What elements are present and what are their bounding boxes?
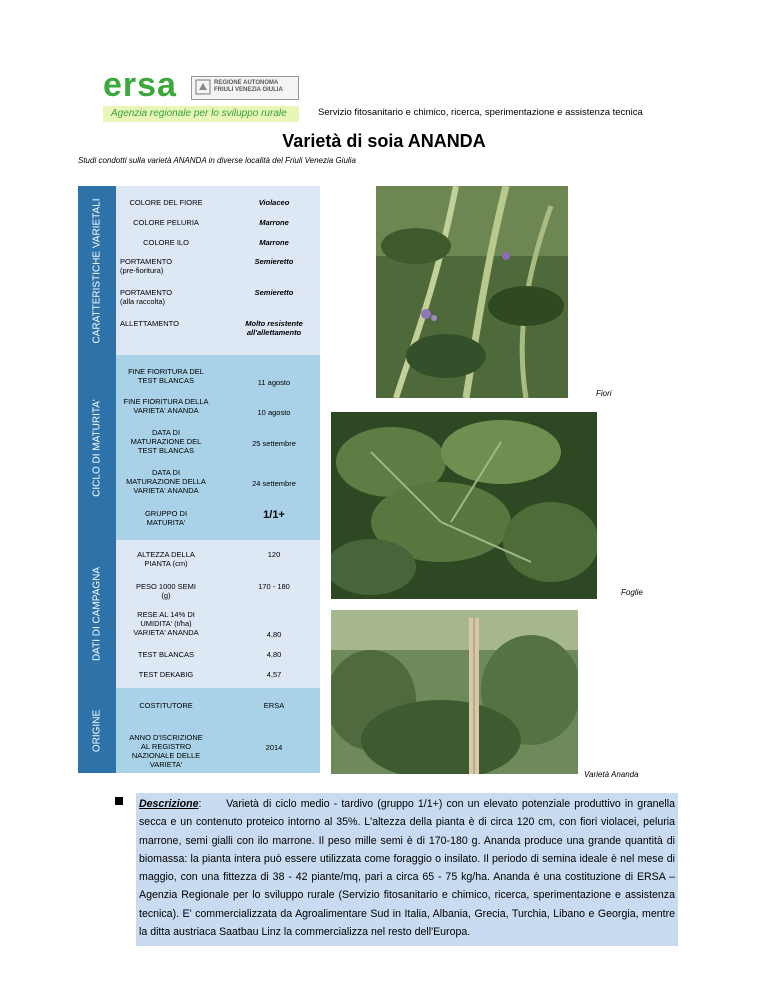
section-label-origine: ORIGINE (78, 688, 116, 773)
photo-varieta-ananda (331, 610, 578, 774)
row-value: Violaceo (258, 198, 290, 207)
row-value: 120 (267, 550, 281, 559)
row-label: COLORE PELURIA (133, 218, 199, 227)
row-value: Semieretto (254, 257, 294, 266)
page-subtitle: Studi condotti sulla varietà ANANDA in diverse località del Friuli Venezia Giulia (78, 156, 356, 165)
row-label: PESO 1000 SEMI (g) (135, 582, 197, 600)
row-label: DATA DI MATURAZIONE DELLA VARIETA' ANANDA (126, 468, 206, 495)
description-text: Varietà di ciclo medio - tardivo (gruppo 1/1+) con un elevato potenziale produttivo in granella secca e un contenuto proteico intorno al 35%. L'altezza della pianta è di circa 120 cm, con fiori violacei, peluria marrone, semi gialli con ilo marrone. Il peso mille semi è di 170-180 g. Ananda produce una grande quantità di biomassa: la pianta intera può essere utilizzata come foraggio o insilato. Il periodo di semina ideale è nel mese di maggio, con una fittezza di 38 - 42 piante/mq, pari a circa 65 - 75 kg/ha. Ananda è una costituzione di ERSA – Agenzia Regionale per lo sviluppo rurale (Servizio fitosanitario e chimico, ricerca, sperimentazione e assistenza tecnica). E' commercializzata da Agroalimentare Sud in Italia, Albania, Grecia, Turchia, Libano e Georgia, mentre la ditta austriaca Saatbau Linz la commercializza nel resto dell'Europa. (139, 798, 675, 939)
section-origine (116, 688, 320, 773)
row-label: PORTAMENTO (alla raccolta) (120, 288, 173, 306)
bullet-icon (115, 797, 123, 805)
row-label: COSTITUTORE (139, 701, 193, 710)
row-label: FINE FIORITURA DEL TEST BLANCAS (128, 367, 204, 385)
region-text (214, 80, 283, 94)
section-label-campagna: DATI DI CAMPAGNA (78, 540, 116, 688)
photo-foglie (331, 412, 597, 599)
section-label-ciclo: CICLO DI MATURITA' (78, 355, 116, 540)
service-line: Servizio fitosanitario e chimico, ricerca, sperimentazione e assistenza tecnica (318, 107, 643, 118)
region-line-1: REGIONE AUTONOMA (214, 80, 279, 86)
caption-foglie: Foglie (621, 588, 643, 597)
row-value: ERSA (263, 701, 285, 710)
section-label-caratteristiche: CARATTERISTICHE VARIETALI (78, 186, 116, 355)
row-label: PORTAMENTO (pre-fioritura) (120, 257, 173, 275)
description-colon: : (198, 798, 202, 810)
row-label: ALLETTAMENTO (120, 319, 179, 328)
row-value: 170 - 180 (258, 582, 290, 591)
row-label: ANNO D'ISCRIZIONE AL REGISTRO NAZIONALE DELLE VARIETA' (129, 733, 203, 769)
row-value: 4,80 (266, 630, 282, 639)
row-label: FINE FIORITURA DELLA VARIETA' ANANDA (123, 397, 209, 415)
row-value: 4,80 (266, 650, 282, 659)
row-label: RESE AL 14% DI UMIDITA' (t/ha) VARIETA' ANANDA (133, 610, 199, 637)
ersa-logo (103, 66, 299, 124)
row-value: 4,57 (266, 670, 282, 679)
logo-tagline: Agenzia regionale per lo sviluppo rurale (103, 106, 299, 122)
row-value: Semieretto (254, 288, 294, 297)
logo-word: ersa (103, 66, 177, 104)
row-label: TEST DEKABIG (138, 670, 194, 679)
description-heading: Descrizione (139, 798, 199, 810)
region-badge (191, 76, 299, 100)
row-value: 2014 (265, 743, 283, 752)
row-value: 11 agosto (257, 378, 291, 387)
row-value: 10 agosto (257, 408, 291, 417)
row-value: 1/1+ (263, 509, 285, 521)
caption-fiori: Fiori (596, 389, 612, 398)
page-title: Varietà di soia ANANDA (282, 131, 486, 151)
row-value: Marrone (259, 218, 289, 227)
region-line-2: FRIULI VENEZIA GIULIA (214, 87, 283, 93)
section-campagna (116, 540, 320, 688)
row-label: ALTEZZA DELLA PIANTA (cm) (137, 550, 195, 568)
row-value: Molto resistente all'allettamento (245, 319, 303, 337)
row-label: COLORE DEL FIORE (129, 198, 203, 207)
row-label: TEST BLANCAS (137, 650, 195, 659)
photo-fiori (376, 186, 568, 398)
row-label: GRUPPO DI MATURITA' (144, 509, 188, 527)
row-value: 24 settembre (252, 479, 296, 488)
row-value: Marrone (259, 238, 289, 247)
row-label: DATA DI MATURAZIONE DEL TEST BLANCAS (130, 428, 202, 455)
row-value: 25 settembre (252, 439, 296, 448)
region-seal-icon (195, 79, 211, 95)
section-caratteristiche (116, 186, 320, 355)
caption-varieta-ananda: Varietà Ananda (584, 770, 639, 779)
description (139, 795, 675, 941)
row-label: COLORE ILO (143, 238, 189, 247)
section-ciclo (116, 355, 320, 540)
